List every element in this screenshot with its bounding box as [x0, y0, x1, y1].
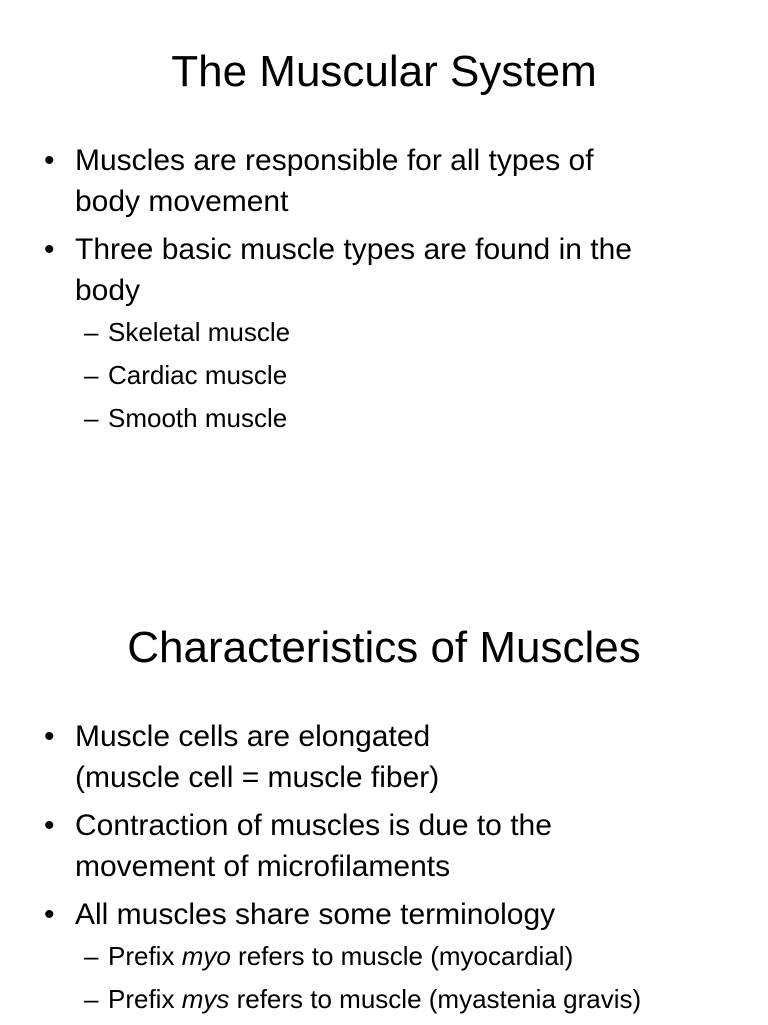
- bullet-text-line: body: [75, 274, 141, 307]
- dash-icon: –: [84, 941, 99, 971]
- bullet-dot-icon: •: [44, 233, 55, 266]
- slide-characteristics-of-muscles: [0, 576, 768, 1024]
- sub-bullet-text: Cardiac muscle: [108, 360, 288, 390]
- bullet-dot-icon: •: [44, 144, 55, 177]
- bullet-text-line: Muscles are responsible for all types of: [75, 144, 594, 177]
- bullet-item: [0, 805, 768, 887]
- sub-bullet-item: [0, 939, 738, 973]
- sub-bullet-rest: refers to muscle (myastenia gravis): [229, 984, 642, 1014]
- bullet-dot-icon: •: [44, 809, 55, 842]
- sub-bullet-item: [0, 315, 738, 349]
- sub-bullet-item: [0, 358, 738, 392]
- bullet-dot-icon: •: [44, 898, 55, 931]
- bullet-list: [0, 716, 768, 1025]
- bullet-item: [0, 894, 768, 1016]
- sub-bullet-term: mys: [181, 984, 230, 1014]
- dash-icon: –: [84, 360, 99, 390]
- sub-bullet-rest: refers to muscle (myocardial): [230, 941, 574, 971]
- sub-bullet-term: myo: [181, 941, 231, 971]
- bullet-text-line: All muscles share some terminology: [75, 898, 556, 931]
- bullet-text-line: body movement: [75, 185, 289, 218]
- sub-bullet-prefix: Prefix: [108, 984, 182, 1014]
- sub-bullet-text: Skeletal muscle: [108, 317, 291, 347]
- bullet-text-line: movement of microfilaments: [75, 850, 451, 883]
- sub-bullet-list: [75, 939, 738, 1016]
- bullet-text-line: Three basic muscle types are found in the: [75, 233, 632, 266]
- bullet-dot-icon: •: [44, 720, 55, 753]
- dash-icon: –: [84, 403, 99, 433]
- bullet-list: [0, 140, 768, 444]
- sub-bullet-text: Smooth muscle: [108, 403, 288, 433]
- slide-title: The Muscular System: [171, 47, 597, 96]
- bullet-item: [0, 716, 768, 798]
- slide-title: Characteristics of Muscles: [127, 623, 641, 672]
- bullet-item: [0, 229, 768, 435]
- dash-icon: –: [84, 984, 99, 1014]
- sub-bullet-item: [0, 982, 738, 1016]
- bullet-text-line: Muscle cells are elongated: [75, 720, 431, 753]
- sub-bullet-item: [0, 401, 738, 435]
- bullet-text-line: Contraction of muscles is due to the: [75, 809, 552, 842]
- dash-icon: –: [84, 317, 99, 347]
- sub-bullet-prefix: Prefix: [108, 941, 182, 971]
- bullet-item: [0, 140, 768, 222]
- bullet-text-line: (muscle cell = muscle fiber): [75, 761, 440, 794]
- sub-bullet-list: [75, 315, 738, 435]
